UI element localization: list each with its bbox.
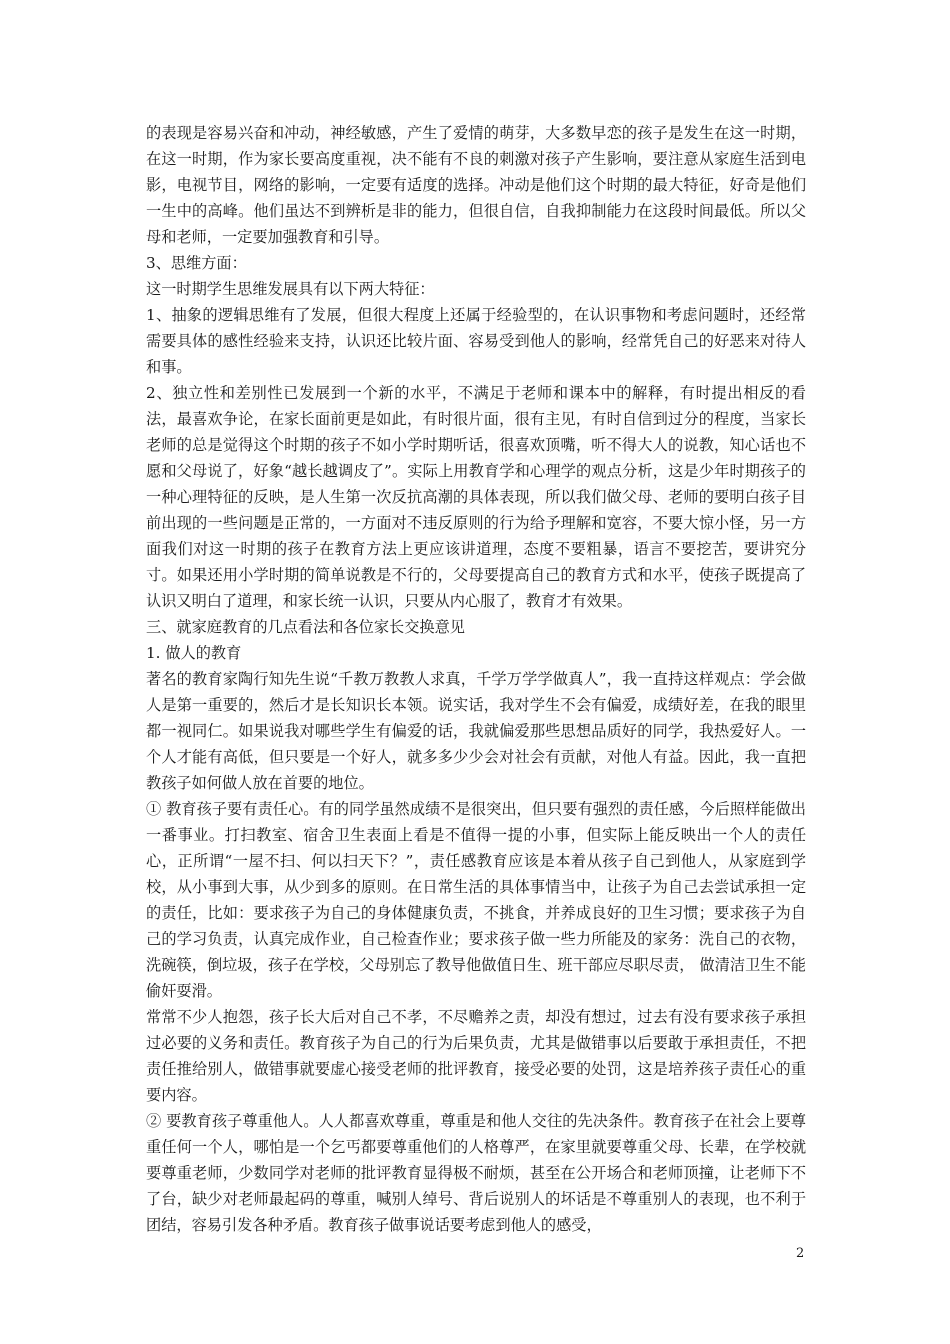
- section-heading-thinking: 3、思维方面：: [146, 254, 247, 272]
- paragraph-responsibility-followup: 常常不少人抱怨，孩子长大后对自己不孝，不尽赡养之责，却没有想过，过去有没有要求孩子承担过必要的义务和责任。教育孩子为自己的行为后果负责，尤其是做错事以后要敢于承担责任，不把责任推给别人，做错事就要虚心接受老师的批评教育，接受必要的处罚，这是培养孩子责任心的重要内容。: [146, 1008, 806, 1104]
- paragraph-emotion-conclusion: 的表现是容易兴奋和冲动，神经敏感，产生了爱情的萌芽，大多数早恋的孩子是发生在这一时期，在这一时期，作为家长要高度重视，决不能有不良的刺激对孩子产生影响，要注意从家庭生活到电影，电视节目，网络的影响，一定要有适度的选择。冲动是他们这个时期的最大特征，好奇是他们一生中的高峰。他们虽达不到辨析是非的能力，但很自信，自我抑制能力在这段时间最低。所以父母和老师，一定要加强教育和引导。: [146, 124, 806, 246]
- section-heading-family-education: 三、就家庭教育的几点看法和各位家长交换意见: [146, 618, 465, 636]
- paragraph-respect-others: ② 要教育孩子尊重他人。人人都喜欢尊重，尊重是和他人交往的先决条件。教育孩子在社会上要尊重任何一个人，哪怕是一个乞丐都要尊重他们的人格尊严，在家里就要尊重父母、长辈，在学校就要尊重老师，少数同学对老师的批评教育显得极不耐烦，甚至在公开场合和老师顶撞，让老师下不了台，缺少对老师最起码的尊重，喊别人绰号、背后说别人的坏话是不尊重别人的表现，也不利于团结，容易引发各种矛盾。教育孩子做事说话要考虑到他人的感受，: [146, 1112, 806, 1234]
- subheading-character-education: 1. 做人的教育: [146, 644, 242, 662]
- paragraph-thinking-point-1: 1、抽象的逻辑思维有了发展，但很大程度上还属于经验型的，在认识事物和考虑问题时，还经常需要具体的感性经验来支持，认识还比较片面、容易受到他人的影响，经常凭自己的好恶来对待人和事。: [146, 306, 806, 376]
- document-body: [146, 120, 806, 1238]
- paragraph-thinking-intro: 这一时期学生思维发展具有以下两大特征：: [146, 280, 435, 298]
- paragraph-character-education: 著名的教育家陶行知先生说“千教万教教人求真，千学万学学做真人”，我一直持这样观点：学会做人是第一重要的，然后才是长知识长本领。说实话，我对学生不会有偏爱，成绩好差，在我的眼里都一视同仁。如果说我对哪些学生有偏爱的话，我就偏爱那些思想品质好的同学，我热爱好人。一个人才能有高低，但只要是一个好人，就多多少少会对社会有贡献，对他人有益。因此，我一直把教孩子如何做人放在首要的地位。: [146, 670, 806, 792]
- paragraph-responsibility: ① 教育孩子要有责任心。有的同学虽然成绩不是很突出，但只要有强烈的责任感，今后照样能做出一番事业。打扫教室、宿舍卫生表面上看是不值得一提的小事，但实际上能反映出一个人的责任心，正所谓“一屋不扫、何以扫天下？”，责任感教育应该是本着从孩子自己到他人，从家庭到学校，从小事到大事，从少到多的原则。在日常生活的具体事情当中，让孩子为自己去尝试承担一定的责任，比如：要求孩子为自己的身体健康负责，不挑食，并养成良好的卫生习惯；要求孩子为自己的学习负责，认真完成作业，自己检查作业；要求孩子做一些力所能及的家务：洗自己的衣物，洗碗筷，倒垃圾，孩子在学校，父母别忘了教导他做值日生、班干部应尽职尽责， 做清洁卫生不能偷奸耍滑。: [146, 800, 806, 1000]
- page-number: 2: [796, 1246, 805, 1261]
- paragraph-thinking-point-2: 2、独立性和差别性已发展到一个新的水平，不满足于老师和课本中的解释，有时提出相反的看法，最喜欢争论，在家长面前更是如此，有时很片面，很有主见，有时自信到过分的程度，当家长老师的总是觉得这个时期的孩子不如小学时期听话，很喜欢顶嘴，听不得大人的说教，知心话也不愿和父母说了，好象“越长越调皮了”。实际上用教育学和心理学的观点分析，这是少年时期孩子的一种心理特征的反映，是人生第一次反抗高潮的具体表现，所以我们做父母、老师的要明白孩子目前出现的一些问题是正常的，一方面对不违反原则的行为给予理解和宽容，不要大惊小怪，另一方面我们对这一时期的孩子在教育方法上更应该讲道理，态度不要粗暴，语言不要挖苦，要讲究分寸。如果还用小学时期的简单说教是不行的，父母要提高自己的教育方式和水平，使孩子既提高了认识又明白了道理，和家长统一认识，只要从内心服了，教育才有效果。: [146, 384, 806, 610]
